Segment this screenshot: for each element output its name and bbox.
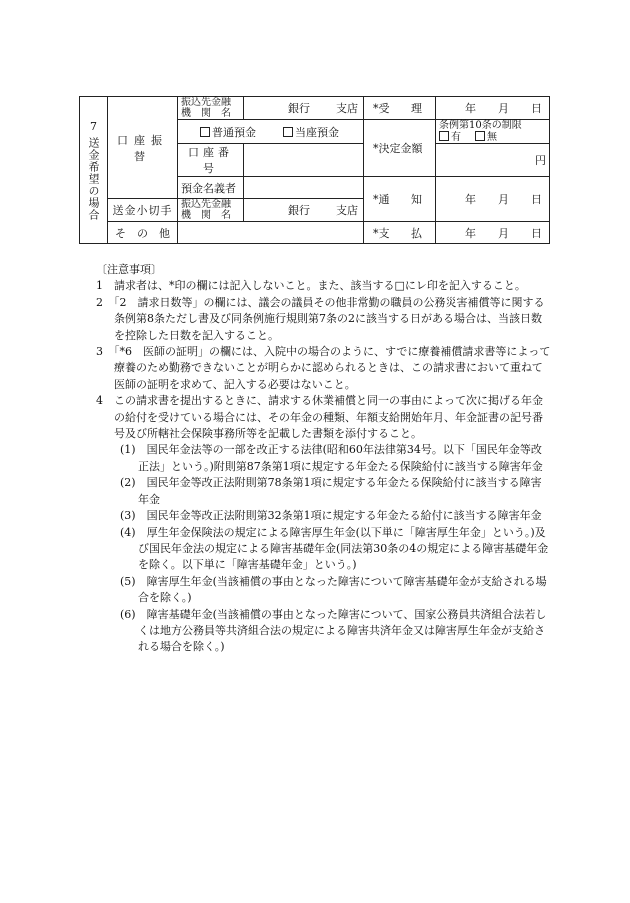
yen-label: 円 [535,154,546,167]
notes-section [96,262,552,656]
bank-name-label-line1: 振込先金融 [181,97,231,108]
notice-label [364,177,436,222]
current-label: 当座預金 [295,125,339,139]
current-checkbox[interactable] [283,127,293,137]
restriction-field[interactable] [436,120,550,144]
note-subitem-1: (1) 国民年金法等の一部を改正する法律(昭和60年法律第34号。以下「国民年金等改正法」という。)附則第87条第1項に規定する年金たる保険給付に該当する障害年金 [120,443,543,473]
account-holder-field[interactable] [244,177,364,199]
note-item-2: 2 「2 請求日数等」の欄には、議会の議員その他非常勤の職員の公務災害補償等に関する条例第8条ただし書及び同条例施行規則第7条の2に該当する日がある場合は、当該日数を控除した日数を記入すること。 [96,295,545,342]
check-label: 送金小切手 [108,199,178,222]
accept-date-field[interactable] [436,97,550,120]
amount-field[interactable] [436,144,550,177]
note-item-4: 4 この請求書を提出するときに、請求する休業補償と同一の事由によって次に掲げる年金の給付を受けている場合には、その年金の種類、年額支給開始年月、年金証書の記号番号及び所轄社会保険事務所等を記載した書類を添付すること。 [96,394,543,441]
restriction-no-checkbox[interactable] [475,131,485,141]
check-bank-label-line2: 機 関 名 [181,210,231,221]
check-bank-name-label [178,199,244,222]
section-label: 送金希望の場合 [87,136,100,221]
restriction-no-label: 無 [487,132,497,143]
ordinary-checkbox[interactable] [200,127,210,137]
accept-mark: *受 [373,102,390,115]
account-holder-label: 預金名義者 [178,177,244,199]
notice-mark: *通 [373,193,390,206]
notice-char: 知 [411,193,422,206]
decided-amount-text: *決定金額 [373,142,423,155]
notice-date-field[interactable] [436,177,550,222]
restriction-yes-label: 有 [451,132,461,143]
month-label: 月 [498,102,509,115]
bank-name-label [178,97,244,120]
account-number-label: 口座番号 [178,144,244,177]
section-number: 7 [90,119,97,133]
other-label: そ の 他 [108,222,178,244]
restriction-label: 条例第10条の制限 [439,120,522,131]
pay-date-field[interactable] [436,222,550,244]
branch-suffix: 支店 [336,102,358,115]
remittance-table [79,96,550,244]
deposit-type-field[interactable] [178,120,364,144]
year-label: 年 [465,226,476,240]
bank-name-label-line2: 機 関 名 [181,108,231,119]
day-label: 日 [531,193,542,206]
note-subitem-3: (3) 国民年金等改正法附則第32条第1項に規定する年金たる給付に該当する障害年金 [120,509,542,523]
check-bank-label-line1: 振込先金融 [181,199,231,210]
pay-char: 払 [411,226,422,240]
account-number-field[interactable] [244,144,364,177]
month-label: 月 [498,193,509,206]
other-field[interactable] [178,222,364,244]
restriction-yes-checkbox[interactable] [439,131,449,141]
month-label: 月 [498,226,509,240]
note-subitem-5: (5) 障害厚生年金(当該補償の事由となった障害について障害基礎年金が支給される場合を除く。) [120,574,547,605]
ordinary-label: 普通預金 [212,125,256,139]
note-subitem-4: (4) 厚生年金保険法の規定による障害厚生年金(以下単に「障害厚生年金」という。)及び国民年金法の規定による障害基礎年金(同法第30条の4の規定による障害基礎年金を除く。以下単に「障害基礎年金」という。) [120,525,549,572]
pay-mark: *支 [373,226,390,240]
note-item-3: 3 「*6 医師の証明」の欄には、入院中の場合のように、すでに療養補償請求書等によって療養のため勤務できないことが明らかに認められるときは、この請求書において重ねて医師の証明を求めて、記入する必要はないこと。 [96,345,551,391]
year-label: 年 [465,102,476,115]
bank-suffix: 銀行 [288,204,310,217]
note-item-1: 1 請求者は、*印の欄には記入しないこと。また、該当する□にレ印を記入すること。 [96,279,526,293]
branch-suffix: 支店 [336,204,358,217]
decided-amount-label [364,120,436,177]
day-label: 日 [531,102,542,115]
bank-suffix: 銀行 [288,102,310,115]
pay-label [364,222,436,244]
accept-label [364,97,436,120]
notes-heading: 〔注意事項〕 [96,263,162,276]
section-cell [80,97,108,244]
year-label: 年 [465,193,476,206]
bank-name-field[interactable] [244,97,364,120]
note-subitem-2: (2) 国民年金等改正法附則第78条第1項に規定する年金たる保険給付に該当する障害年金 [120,476,542,506]
accept-char: 理 [411,102,422,115]
check-bank-name-field[interactable] [244,199,364,222]
day-label: 日 [531,226,542,240]
note-subitem-6: (6) 障害基礎年金(当該補償の事由となった障害について、国家公務員共済組合法若しくは地方公務員等共済組合法の規定による障害共済年金又は障害厚生年金が支給される場合を除く。) [120,607,547,654]
transfer-label: 口座振替 [108,97,178,199]
